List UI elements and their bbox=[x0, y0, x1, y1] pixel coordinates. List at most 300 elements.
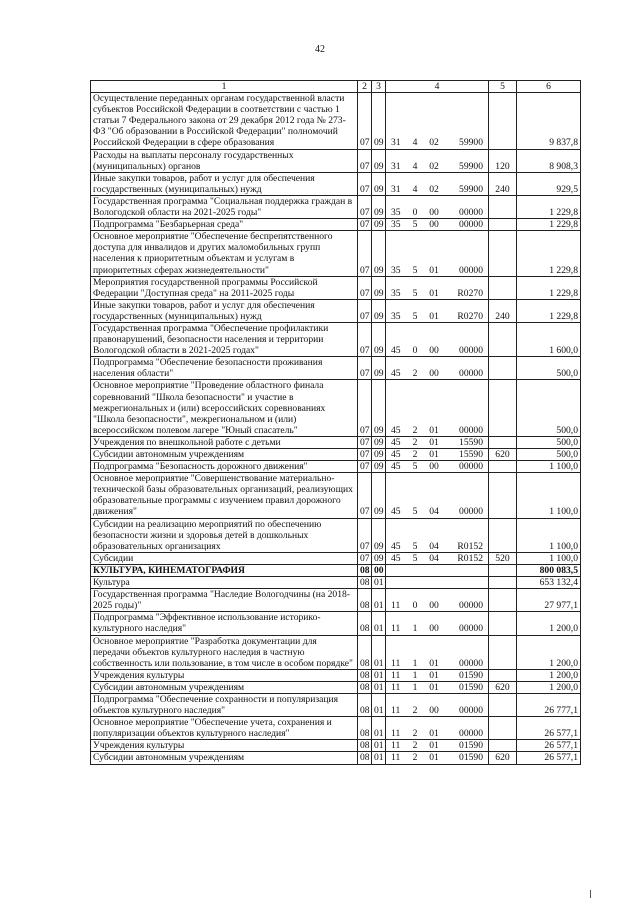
table-row bbox=[91, 357, 581, 380]
table-row bbox=[91, 172, 581, 195]
row-name: Государственная программа "Обеспечение профилактики правонарушений, безопасности населения и территории Вологодской области в 2021-2025 годах" bbox=[91, 322, 358, 356]
row-expense-type bbox=[489, 322, 517, 356]
row-sum: 1 229,8 bbox=[517, 299, 581, 322]
row-sum: 500,0 bbox=[517, 357, 581, 380]
row-name: Иные закупки товаров, работ и услуг для обеспечения государственных (муниципальных) нужд bbox=[91, 172, 358, 195]
code-direction: R0270 bbox=[457, 310, 483, 322]
code-program: 45 bbox=[391, 540, 401, 552]
row-section: 07 bbox=[358, 276, 372, 299]
code-program: 11 bbox=[391, 681, 401, 693]
row-section: 07 bbox=[358, 552, 372, 564]
code-measure: 00 bbox=[429, 623, 439, 635]
code-measure: 01 bbox=[429, 424, 439, 436]
row-expense-type: 620 bbox=[489, 681, 517, 693]
row-target-code bbox=[386, 195, 489, 218]
row-target-code bbox=[386, 149, 489, 172]
row-sum: 8 908,3 bbox=[517, 149, 581, 172]
code-measure: 00 bbox=[429, 600, 439, 612]
code-direction: 00000 bbox=[459, 705, 483, 717]
code-subprogram: 2 bbox=[412, 449, 418, 460]
code-subprogram: 5 bbox=[412, 287, 418, 299]
code-measure: 01 bbox=[429, 728, 439, 740]
row-section: 07 bbox=[358, 93, 372, 149]
row-name: Подпрограмма "Безбарьерная среда" bbox=[91, 219, 358, 231]
code-program: 45 bbox=[391, 436, 401, 448]
code-program: 11 bbox=[391, 669, 401, 681]
row-sum: 1 229,8 bbox=[517, 276, 581, 299]
row-sum: 1 100,0 bbox=[517, 461, 581, 473]
code-measure: 00 bbox=[429, 219, 439, 231]
row-subsection: 00 bbox=[372, 564, 386, 576]
row-subsection: 09 bbox=[372, 518, 386, 552]
code-direction: 01590 bbox=[459, 669, 483, 681]
code-subprogram: 4 bbox=[412, 183, 418, 195]
row-subsection: 09 bbox=[372, 93, 386, 149]
code-measure: 01 bbox=[429, 436, 439, 448]
table-row bbox=[91, 693, 581, 716]
code-direction: 01590 bbox=[459, 752, 483, 764]
row-name: Учреждения по внешкольной работе с детьми bbox=[91, 436, 358, 448]
row-expense-type bbox=[489, 518, 517, 552]
row-expense-type bbox=[489, 436, 517, 448]
row-expense-type bbox=[489, 564, 517, 576]
row-name: Подпрограмма "Обеспечение безопасности проживания населения области" bbox=[91, 357, 358, 380]
row-sum: 26 577,1 bbox=[517, 752, 581, 764]
row-name: Основное мероприятие "Проведение областного финала соревнований "Школа безопасности" и участие в межрегиональных и (или) всероссийских соревнованиях "Школа безопасности", межрегиональном и (или) всероссийском полевом лагере "Юный спасатель" bbox=[91, 380, 358, 436]
code-subprogram: 0 bbox=[412, 600, 418, 612]
row-target-code bbox=[386, 577, 489, 589]
code-subprogram: 5 bbox=[412, 552, 418, 564]
code-program: 45 bbox=[391, 424, 401, 436]
row-name: Осуществление переданных органам государственной власти субъектов Российской Федерации в соответствии с частью 1 статьи 7 Федерального закона от 29 декабря 2012 года № 273-ФЗ "Об образовании в Российской Федерации" полномочий Российской Федерации в сфере образования bbox=[91, 93, 358, 149]
row-target-code bbox=[386, 299, 489, 322]
code-direction: R0152 bbox=[457, 552, 483, 564]
code-measure: 00 bbox=[429, 345, 439, 357]
row-sum: 1 100,0 bbox=[517, 518, 581, 552]
row-subsection: 09 bbox=[372, 552, 386, 564]
row-target-code bbox=[386, 552, 489, 564]
code-program: 35 bbox=[391, 264, 401, 276]
code-measure: 01 bbox=[429, 669, 439, 681]
row-section: 08 bbox=[358, 752, 372, 764]
row-section: 07 bbox=[358, 461, 372, 473]
row-sum: 1 200,0 bbox=[517, 681, 581, 693]
row-target-code bbox=[386, 357, 489, 380]
code-subprogram: 5 bbox=[412, 310, 418, 322]
row-name: Государственная программа "Социальная поддержка граждан в Вологодской области на 2021-2025 годы" bbox=[91, 195, 358, 218]
code-subprogram: 2 bbox=[412, 436, 418, 448]
code-subprogram: 5 bbox=[412, 461, 418, 473]
row-sum: 1 229,8 bbox=[517, 195, 581, 218]
code-subprogram: 2 bbox=[412, 728, 418, 740]
row-target-code bbox=[386, 752, 489, 764]
code-measure: 01 bbox=[429, 310, 439, 322]
code-direction: 15590 bbox=[459, 449, 483, 460]
row-expense-type: 520 bbox=[489, 552, 517, 564]
code-subprogram: 1 bbox=[412, 623, 418, 635]
code-subprogram: 2 bbox=[412, 752, 418, 764]
row-section: 07 bbox=[358, 380, 372, 436]
row-subsection: 01 bbox=[372, 669, 386, 681]
row-subsection: 01 bbox=[372, 681, 386, 693]
row-subsection: 01 bbox=[372, 612, 386, 635]
row-expense-type bbox=[489, 380, 517, 436]
code-measure: 01 bbox=[429, 449, 439, 460]
row-name: Субсидии bbox=[91, 552, 358, 564]
row-expense-type bbox=[489, 473, 517, 518]
row-subsection: 01 bbox=[372, 752, 386, 764]
table-row bbox=[91, 752, 581, 764]
row-sum: 1 200,0 bbox=[517, 612, 581, 635]
row-subsection: 09 bbox=[372, 461, 386, 473]
row-section: 07 bbox=[358, 473, 372, 518]
code-subprogram: 4 bbox=[412, 160, 418, 172]
row-expense-type bbox=[489, 461, 517, 473]
table-row bbox=[91, 473, 581, 518]
row-name: Основное мероприятие "Разработка документации для передачи объектов культурного наследия в частную собственность или пользование, в том числе в особом порядке" bbox=[91, 635, 358, 669]
table-row bbox=[91, 436, 581, 448]
table-row bbox=[91, 449, 581, 461]
header-cell-subsection: 3 bbox=[372, 81, 386, 93]
row-expense-type bbox=[489, 231, 517, 276]
row-name: Подпрограмма "Эффективное использование историко-культурного наследия" bbox=[91, 612, 358, 635]
code-subprogram: 5 bbox=[412, 506, 418, 518]
row-subsection: 01 bbox=[372, 740, 386, 752]
code-program: 31 bbox=[391, 137, 401, 149]
table-row bbox=[91, 380, 581, 436]
row-expense-type: 240 bbox=[489, 172, 517, 195]
code-direction: 01590 bbox=[459, 681, 483, 693]
row-subsection: 09 bbox=[372, 276, 386, 299]
row-section: 07 bbox=[358, 231, 372, 276]
row-target-code bbox=[386, 612, 489, 635]
code-program: 11 bbox=[391, 728, 401, 740]
row-expense-type bbox=[489, 740, 517, 752]
code-program: 35 bbox=[391, 219, 401, 231]
row-name: Основное мероприятие "Обеспечение беспрепятственного доступа для инвалидов и других маломобильных групп населения к приоритетным объектам и услугам в приоритетных сферах жизнедеятельности" bbox=[91, 231, 358, 276]
row-target-code bbox=[386, 717, 489, 740]
row-expense-type bbox=[489, 276, 517, 299]
row-subsection: 09 bbox=[372, 195, 386, 218]
code-measure: 01 bbox=[429, 264, 439, 276]
row-sum: 1 600,0 bbox=[517, 322, 581, 356]
row-expense-type bbox=[489, 357, 517, 380]
row-expense-type bbox=[489, 669, 517, 681]
table-row bbox=[91, 635, 581, 669]
code-subprogram: 1 bbox=[412, 669, 418, 681]
code-program: 31 bbox=[391, 183, 401, 195]
table-row bbox=[91, 589, 581, 612]
code-measure: 02 bbox=[429, 137, 439, 149]
row-sum: 1 100,0 bbox=[517, 552, 581, 564]
table-row bbox=[91, 717, 581, 740]
row-section: 08 bbox=[358, 612, 372, 635]
row-target-code bbox=[386, 740, 489, 752]
row-target-code bbox=[386, 693, 489, 716]
code-direction: 00000 bbox=[459, 345, 483, 357]
code-program: 45 bbox=[391, 552, 401, 564]
row-target-code bbox=[386, 473, 489, 518]
row-target-code bbox=[386, 231, 489, 276]
row-subsection: 09 bbox=[372, 322, 386, 356]
code-direction: R0270 bbox=[457, 287, 483, 299]
row-section: 07 bbox=[358, 436, 372, 448]
table-row bbox=[91, 276, 581, 299]
row-section: 08 bbox=[358, 564, 372, 576]
code-measure: 04 bbox=[429, 540, 439, 552]
row-expense-type bbox=[489, 93, 517, 149]
code-program: 35 bbox=[391, 207, 401, 219]
code-measure: 01 bbox=[429, 752, 439, 764]
code-program: 45 bbox=[391, 449, 401, 460]
row-target-code bbox=[386, 635, 489, 669]
row-target-code bbox=[386, 449, 489, 461]
row-subsection: 09 bbox=[372, 299, 386, 322]
row-target-code bbox=[386, 93, 489, 149]
row-subsection: 09 bbox=[372, 219, 386, 231]
row-expense-type bbox=[489, 219, 517, 231]
page-number: 42 bbox=[315, 44, 325, 55]
row-sum: 1 100,0 bbox=[517, 473, 581, 518]
row-target-code bbox=[386, 436, 489, 448]
code-measure: 00 bbox=[429, 207, 439, 219]
row-name: Основное мероприятие "Обеспечение учета, сохранения и популяризации объектов культурного наследия" bbox=[91, 717, 358, 740]
row-section: 07 bbox=[358, 322, 372, 356]
code-direction: 00000 bbox=[459, 368, 483, 380]
row-expense-type bbox=[489, 612, 517, 635]
row-expense-type bbox=[489, 635, 517, 669]
code-subprogram: 5 bbox=[412, 219, 418, 231]
row-subsection: 09 bbox=[372, 449, 386, 461]
row-name: Иные закупки товаров, работ и услуг для обеспечения государственных (муниципальных) нужд bbox=[91, 299, 358, 322]
code-program: 35 bbox=[391, 287, 401, 299]
row-target-code bbox=[386, 172, 489, 195]
code-direction: 01590 bbox=[459, 740, 483, 752]
row-name: Субсидии автономным учреждениям bbox=[91, 752, 358, 764]
table-row bbox=[91, 149, 581, 172]
row-subsection: 01 bbox=[372, 693, 386, 716]
header-cell-sum: 6 bbox=[517, 81, 581, 93]
code-subprogram: 0 bbox=[412, 345, 418, 357]
row-section: 07 bbox=[358, 149, 372, 172]
table-row bbox=[91, 195, 581, 218]
code-program: 11 bbox=[391, 657, 401, 669]
code-program: 45 bbox=[391, 461, 401, 473]
row-expense-type bbox=[489, 589, 517, 612]
code-program: 35 bbox=[391, 310, 401, 322]
code-direction: 00000 bbox=[459, 657, 483, 669]
table-row bbox=[91, 740, 581, 752]
code-program: 45 bbox=[391, 506, 401, 518]
table-row bbox=[91, 552, 581, 564]
row-target-code bbox=[386, 219, 489, 231]
table-row bbox=[91, 681, 581, 693]
row-section: 07 bbox=[358, 195, 372, 218]
row-subsection: 09 bbox=[372, 149, 386, 172]
code-program: 11 bbox=[391, 600, 401, 612]
row-sum: 1 200,0 bbox=[517, 669, 581, 681]
row-sum: 26 577,1 bbox=[517, 717, 581, 740]
row-expense-type: 120 bbox=[489, 149, 517, 172]
header-cell-section: 2 bbox=[358, 81, 372, 93]
code-direction: 59900 bbox=[459, 183, 483, 195]
row-target-code bbox=[386, 589, 489, 612]
code-direction: 00000 bbox=[459, 264, 483, 276]
row-sum: 653 132,4 bbox=[517, 577, 581, 589]
header-cell-expense-type: 5 bbox=[489, 81, 517, 93]
table-row bbox=[91, 518, 581, 552]
table-row bbox=[91, 299, 581, 322]
row-name: Субсидии автономным учреждениям bbox=[91, 681, 358, 693]
table-row bbox=[91, 219, 581, 231]
row-expense-type bbox=[489, 717, 517, 740]
code-subprogram: 1 bbox=[412, 681, 418, 693]
code-direction: 00000 bbox=[459, 623, 483, 635]
row-expense-type: 240 bbox=[489, 299, 517, 322]
row-section: 07 bbox=[358, 219, 372, 231]
code-direction: 59900 bbox=[459, 137, 483, 149]
code-subprogram: 5 bbox=[412, 264, 418, 276]
row-target-code bbox=[386, 380, 489, 436]
row-sum: 929,5 bbox=[517, 172, 581, 195]
code-direction: 00000 bbox=[459, 506, 483, 518]
row-section: 08 bbox=[358, 669, 372, 681]
row-subsection: 01 bbox=[372, 717, 386, 740]
row-subsection: 01 bbox=[372, 635, 386, 669]
table-row bbox=[91, 231, 581, 276]
row-name: Культура bbox=[91, 577, 358, 589]
row-section: 08 bbox=[358, 589, 372, 612]
code-measure: 00 bbox=[429, 461, 439, 473]
row-section: 08 bbox=[358, 740, 372, 752]
header-cell-name: 1 bbox=[91, 81, 358, 93]
row-sum: 26 577,1 bbox=[517, 740, 581, 752]
row-name: Субсидии автономным учреждениям bbox=[91, 449, 358, 461]
row-name: Мероприятия государственной программы Российской Федерации "Доступная среда" на 2011-2025 годы bbox=[91, 276, 358, 299]
code-direction: 00000 bbox=[459, 207, 483, 219]
row-sum: 500,0 bbox=[517, 449, 581, 461]
row-section: 08 bbox=[358, 635, 372, 669]
row-section: 08 bbox=[358, 577, 372, 589]
code-direction: 00000 bbox=[459, 600, 483, 612]
row-expense-type bbox=[489, 693, 517, 716]
row-target-code bbox=[386, 681, 489, 693]
row-section: 08 bbox=[358, 693, 372, 716]
row-section: 07 bbox=[358, 299, 372, 322]
row-subsection: 09 bbox=[372, 231, 386, 276]
code-subprogram: 5 bbox=[412, 540, 418, 552]
row-expense-type bbox=[489, 195, 517, 218]
row-subsection: 01 bbox=[372, 577, 386, 589]
row-target-code bbox=[386, 669, 489, 681]
row-subsection: 09 bbox=[372, 473, 386, 518]
code-subprogram: 2 bbox=[412, 705, 418, 717]
row-section: 08 bbox=[358, 717, 372, 740]
code-measure: 02 bbox=[429, 183, 439, 195]
code-measure: 01 bbox=[429, 740, 439, 752]
row-name: КУЛЬТУРА, КИНЕМАТОГРАФИЯ bbox=[91, 564, 358, 576]
code-measure: 02 bbox=[429, 160, 439, 172]
code-measure: 00 bbox=[429, 368, 439, 380]
row-subsection: 09 bbox=[372, 436, 386, 448]
row-sum: 1 229,8 bbox=[517, 231, 581, 276]
row-expense-type: 620 bbox=[489, 752, 517, 764]
code-subprogram: 2 bbox=[412, 740, 418, 752]
row-name: Государственная программа "Наследие Вологодчины (на 2018-2025 годы)" bbox=[91, 589, 358, 612]
table-header-row bbox=[91, 81, 581, 93]
code-program: 11 bbox=[391, 752, 401, 764]
row-target-code bbox=[386, 518, 489, 552]
code-measure: 01 bbox=[429, 287, 439, 299]
row-section: 08 bbox=[358, 681, 372, 693]
code-direction: 00000 bbox=[459, 219, 483, 231]
row-name: Учреждения культуры bbox=[91, 669, 358, 681]
code-direction: R0152 bbox=[457, 540, 483, 552]
code-direction: 15590 bbox=[459, 436, 483, 448]
table-row bbox=[91, 577, 581, 589]
code-direction: 00000 bbox=[459, 424, 483, 436]
code-measure: 04 bbox=[429, 552, 439, 564]
row-sum: 9 837,8 bbox=[517, 93, 581, 149]
header-cell-target-code: 4 bbox=[386, 81, 489, 93]
code-program: 31 bbox=[391, 160, 401, 172]
code-direction: 00000 bbox=[459, 728, 483, 740]
code-measure: 01 bbox=[429, 657, 439, 669]
row-target-code bbox=[386, 461, 489, 473]
code-measure: 00 bbox=[429, 705, 439, 717]
code-program: 45 bbox=[391, 368, 401, 380]
page-edge-mark bbox=[590, 890, 591, 898]
row-sum: 1 229,8 bbox=[517, 219, 581, 231]
row-subsection: 09 bbox=[372, 380, 386, 436]
code-measure: 04 bbox=[429, 506, 439, 518]
row-subsection: 09 bbox=[372, 172, 386, 195]
code-subprogram: 0 bbox=[412, 207, 418, 219]
row-section: 07 bbox=[358, 449, 372, 461]
row-sum: 27 977,1 bbox=[517, 589, 581, 612]
table-row bbox=[91, 612, 581, 635]
row-sum: 800 083,5 bbox=[517, 564, 581, 576]
code-program: 11 bbox=[391, 705, 401, 717]
row-expense-type: 620 bbox=[489, 449, 517, 461]
code-subprogram: 4 bbox=[412, 137, 418, 149]
row-target-code bbox=[386, 322, 489, 356]
row-sum: 1 200,0 bbox=[517, 635, 581, 669]
code-subprogram: 2 bbox=[412, 424, 418, 436]
code-program: 11 bbox=[391, 740, 401, 752]
table-row bbox=[91, 93, 581, 149]
code-measure: 01 bbox=[429, 681, 439, 693]
row-sum: 500,0 bbox=[517, 380, 581, 436]
row-target-code bbox=[386, 276, 489, 299]
row-sum: 26 777,1 bbox=[517, 693, 581, 716]
code-direction: 00000 bbox=[459, 461, 483, 473]
row-section: 07 bbox=[358, 357, 372, 380]
code-program: 45 bbox=[391, 345, 401, 357]
row-expense-type bbox=[489, 577, 517, 589]
row-section: 07 bbox=[358, 172, 372, 195]
table-row bbox=[91, 322, 581, 356]
code-subprogram: 1 bbox=[412, 657, 418, 669]
code-program: 11 bbox=[391, 623, 401, 635]
row-name: Учреждения культуры bbox=[91, 740, 358, 752]
budget-table bbox=[90, 80, 581, 765]
code-subprogram: 2 bbox=[412, 368, 418, 380]
row-name: Субсидии на реализацию мероприятий по обеспечению безопасности жизни и здоровья детей в дошкольных образовательных организациях bbox=[91, 518, 358, 552]
row-name: Подпрограмма "Обеспечение сохранности и популяризация объектов культурного наследия" bbox=[91, 693, 358, 716]
table-row bbox=[91, 461, 581, 473]
row-name: Основное мероприятие "Совершенствование материально-технической базы образовательных организаций, реализующих образовательные программы с изучением правил дорожного движения" bbox=[91, 473, 358, 518]
